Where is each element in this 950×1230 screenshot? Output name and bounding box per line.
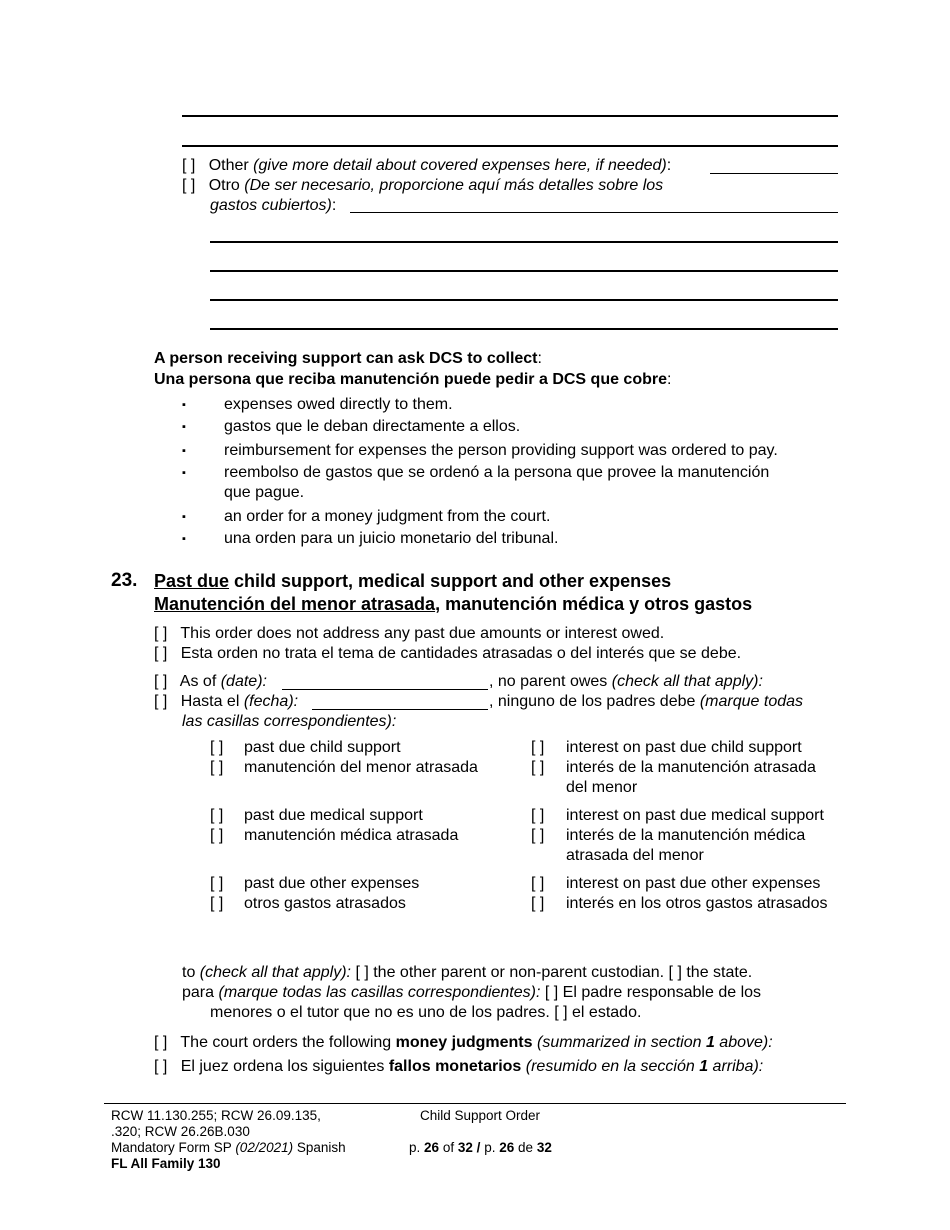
judgments-en — [154, 1033, 773, 1053]
page-num-es: 26 — [499, 1140, 515, 1155]
otro-hint-2: gastos cubiertos) — [210, 197, 332, 214]
judg-hint-2: above): — [719, 1034, 773, 1051]
checkbox[interactable]: [ ] — [531, 807, 545, 824]
checkbox[interactable]: [ ] — [210, 875, 224, 892]
page-of: of — [442, 1140, 455, 1155]
bullet-icon: ▪ — [182, 399, 186, 411]
option-label: manutención del menor atrasada — [244, 759, 478, 776]
checkbox[interactable]: [ ] — [154, 1058, 168, 1075]
no-address-es — [154, 644, 741, 664]
footer-rcw-1: RCW 11.130.255; RCW 26.09.135, — [111, 1108, 321, 1123]
as-of-en — [154, 672, 267, 692]
blank-line[interactable] — [210, 328, 838, 330]
list-item: que pague. — [224, 484, 305, 501]
checkbox[interactable]: [ ] — [531, 875, 545, 892]
judg-bold: money judgments — [395, 1034, 533, 1051]
list-item: expenses owed directly to them. — [224, 396, 453, 413]
date-field-en[interactable] — [282, 689, 488, 690]
fallos-section-num: 1 — [699, 1058, 709, 1075]
to-es-cont — [210, 1003, 641, 1023]
judg-hint: (summarized in section — [536, 1034, 702, 1051]
option-label: otros gastos atrasados — [244, 895, 406, 912]
collect-heading-en-text: A person receiving support can ask DCS to collect — [154, 350, 538, 367]
blank-line[interactable] — [210, 270, 838, 272]
footer-divider — [104, 1103, 846, 1104]
checkbox[interactable]: [ ] — [182, 157, 196, 174]
page-num: 26 — [424, 1140, 440, 1155]
checkbox[interactable]: [ ] — [531, 827, 545, 844]
checkbox[interactable]: [ ] — [154, 625, 168, 642]
no-parent-en — [489, 672, 763, 692]
judg-section-num: 1 — [705, 1034, 715, 1051]
to-hint: (check all that apply): — [199, 964, 351, 981]
blank-line[interactable] — [182, 145, 838, 147]
title-rest: child support, medical support and other expenses — [229, 571, 672, 591]
judgments-es — [154, 1057, 763, 1077]
bullet-icon: ▪ — [182, 445, 186, 457]
bullet-icon: ▪ — [182, 511, 186, 523]
footer-form-lang: Spanish — [296, 1140, 346, 1155]
checkbox[interactable]: [ ] — [554, 1004, 568, 1021]
list-item: reimbursement for expenses the person providing support was ordered to pay. — [224, 442, 778, 459]
option-label-cont: atrasada del menor — [566, 847, 704, 864]
to-label: to — [182, 964, 196, 981]
ninguno-text: , ninguno de los padres debe — [489, 693, 696, 710]
footer-form-date: (02/2021) — [235, 1140, 294, 1155]
bullet-icon: ▪ — [182, 533, 186, 545]
other-expense-es — [182, 176, 663, 196]
other-hint: (give more detail about covered expenses here, if needed) — [253, 157, 667, 174]
checkbox[interactable]: [ ] — [154, 673, 168, 690]
checkbox[interactable]: [ ] — [531, 895, 545, 912]
other-label: Other — [208, 157, 249, 174]
other-expense-en: [ ] Other (give more detail about covered expenses here, if needed): — [182, 157, 672, 174]
page-total-es: 32 — [536, 1140, 552, 1155]
para-estado: el estado. — [572, 1004, 642, 1021]
page-de: de — [518, 1140, 534, 1155]
section-title-es — [154, 594, 752, 614]
collect-heading-en: A person receiving support can ask DCS to collect: — [154, 350, 542, 367]
option-label: past due medical support — [244, 807, 423, 824]
marque-hint-2: las casillas correspondientes): — [182, 713, 397, 730]
checkbox[interactable]: [ ] — [210, 739, 224, 756]
fallos-hint: (resumido en la sección — [525, 1058, 695, 1075]
option-label-cont: del menor — [566, 779, 638, 796]
fecha-label: (fecha): — [243, 693, 299, 710]
check-all-hint: (check all that apply): — [611, 673, 763, 690]
title-es-rest: , manutención médica y otros gastos — [435, 594, 753, 614]
bullet-icon: ▪ — [182, 421, 186, 433]
checkbox[interactable]: [ ] — [531, 759, 545, 776]
hasta-label: Hasta el — [180, 693, 240, 710]
fallos-hint-2: arriba): — [712, 1058, 764, 1075]
page-p-es: p. — [484, 1140, 496, 1155]
blank-line[interactable] — [210, 241, 838, 243]
para-tutor: menores o el tutor que no es uno de los padres. — [210, 1004, 550, 1021]
footer-title: Child Support Order — [420, 1108, 541, 1123]
footer-form-code-text: FL All Family 130 — [111, 1156, 221, 1171]
footer-page — [409, 1140, 552, 1156]
checkbox[interactable]: [ ] — [154, 693, 168, 710]
option-label: manutención médica atrasada — [244, 827, 459, 844]
marque-hint: (marque todas — [699, 693, 804, 710]
footer-form-label: Mandatory Form SP — [111, 1140, 232, 1155]
no-parent-text: , no parent owes — [489, 673, 608, 690]
collect-heading-es: Una persona que reciba manutención puede pedir a DCS que cobre: — [154, 371, 672, 388]
checkbox[interactable]: [ ] — [210, 807, 224, 824]
as-of-label: As of — [179, 673, 217, 690]
fallos-bold: fallos monetarios — [388, 1058, 522, 1075]
page-sep: / — [476, 1140, 481, 1155]
checkbox[interactable]: [ ] — [210, 759, 224, 776]
para-padre: El padre responsable de los — [562, 984, 762, 1001]
section-title-en — [154, 571, 671, 591]
other-en-field[interactable] — [710, 173, 838, 174]
collect-heading-es-text: Una persona que reciba manutención puede pedir a DCS que cobre — [154, 371, 667, 388]
checkbox[interactable]: [ ] — [668, 964, 682, 981]
checkbox[interactable]: [ ] — [154, 645, 168, 662]
page-total: 32 — [457, 1140, 473, 1155]
fallos-text: El juez ordena los siguientes — [180, 1058, 385, 1075]
option-label: interés en los otros gastos atrasados — [566, 895, 828, 912]
judg-text: The court orders the following — [180, 1034, 392, 1051]
option-label: interés de la manutención atrasada — [566, 759, 816, 776]
to-other-parent: the other parent or non-parent custodian. — [373, 964, 665, 981]
option-label: past due child support — [244, 739, 401, 756]
date-label: (date): — [220, 673, 267, 690]
list-item: reembolso de gastos que se ordenó a la persona que provee la manutención — [224, 464, 770, 481]
footer-form-code — [111, 1156, 221, 1172]
checkbox[interactable]: [ ] — [210, 895, 224, 912]
footer-rcw-2: .320; RCW 26.26B.030 — [111, 1124, 250, 1139]
option-label: interest on past due medical support — [566, 807, 824, 824]
checkbox[interactable]: [ ] — [544, 984, 559, 1001]
bullet-icon: ▪ — [182, 467, 186, 479]
other-expense-es-cont: gastos cubiertos): — [210, 197, 337, 214]
list-item: gastos que le deban directamente a ellos. — [224, 418, 521, 435]
blank-line[interactable] — [210, 299, 838, 301]
to-es — [182, 983, 761, 1003]
as-of-es — [154, 692, 298, 712]
checkbox[interactable]: [ ] — [210, 827, 224, 844]
para-hint: (marque todas las casillas correspondientes): — [218, 984, 541, 1001]
title-es-underlined: Manutención del menor atrasada — [154, 594, 436, 614]
title-underlined: Past due — [154, 571, 230, 591]
no-address-es-text: Esta orden no trata el tema de cantidades atrasadas o del interés que se debe. — [180, 645, 742, 662]
no-address-en — [154, 624, 664, 644]
footer-form — [111, 1140, 346, 1156]
option-label: interest on past due other expenses — [566, 875, 821, 892]
list-item: una orden para un juicio monetario del tribunal. — [224, 530, 559, 547]
blank-line[interactable] — [182, 115, 838, 117]
para-label: para — [182, 984, 215, 1001]
to-en — [182, 963, 752, 983]
no-address-en-text: This order does not address any past due amounts or interest owed. — [180, 625, 665, 642]
checkbox[interactable]: [ ] — [154, 1034, 168, 1051]
no-parent-es — [489, 692, 803, 712]
option-label: past due other expenses — [244, 875, 420, 892]
checkbox[interactable]: [ ] — [355, 964, 369, 981]
page-p: p. — [409, 1140, 421, 1155]
list-item: an order for a money judgment from the court. — [224, 508, 551, 525]
option-label: interés de la manutención médica — [566, 827, 806, 844]
section-number: 23. — [111, 570, 138, 591]
other-es-field[interactable] — [350, 212, 838, 213]
otro-label: Otro — [208, 177, 240, 194]
marque-hint-cont — [182, 712, 396, 732]
checkbox[interactable]: [ ] — [531, 739, 545, 756]
date-field-es[interactable] — [312, 709, 488, 710]
option-label: interest on past due child support — [566, 739, 802, 756]
otro-hint: (De ser necesario, proporcione aquí más detalles sobre los — [244, 177, 664, 194]
checkbox[interactable]: [ ] — [182, 177, 196, 194]
to-state: the state. — [686, 964, 753, 981]
